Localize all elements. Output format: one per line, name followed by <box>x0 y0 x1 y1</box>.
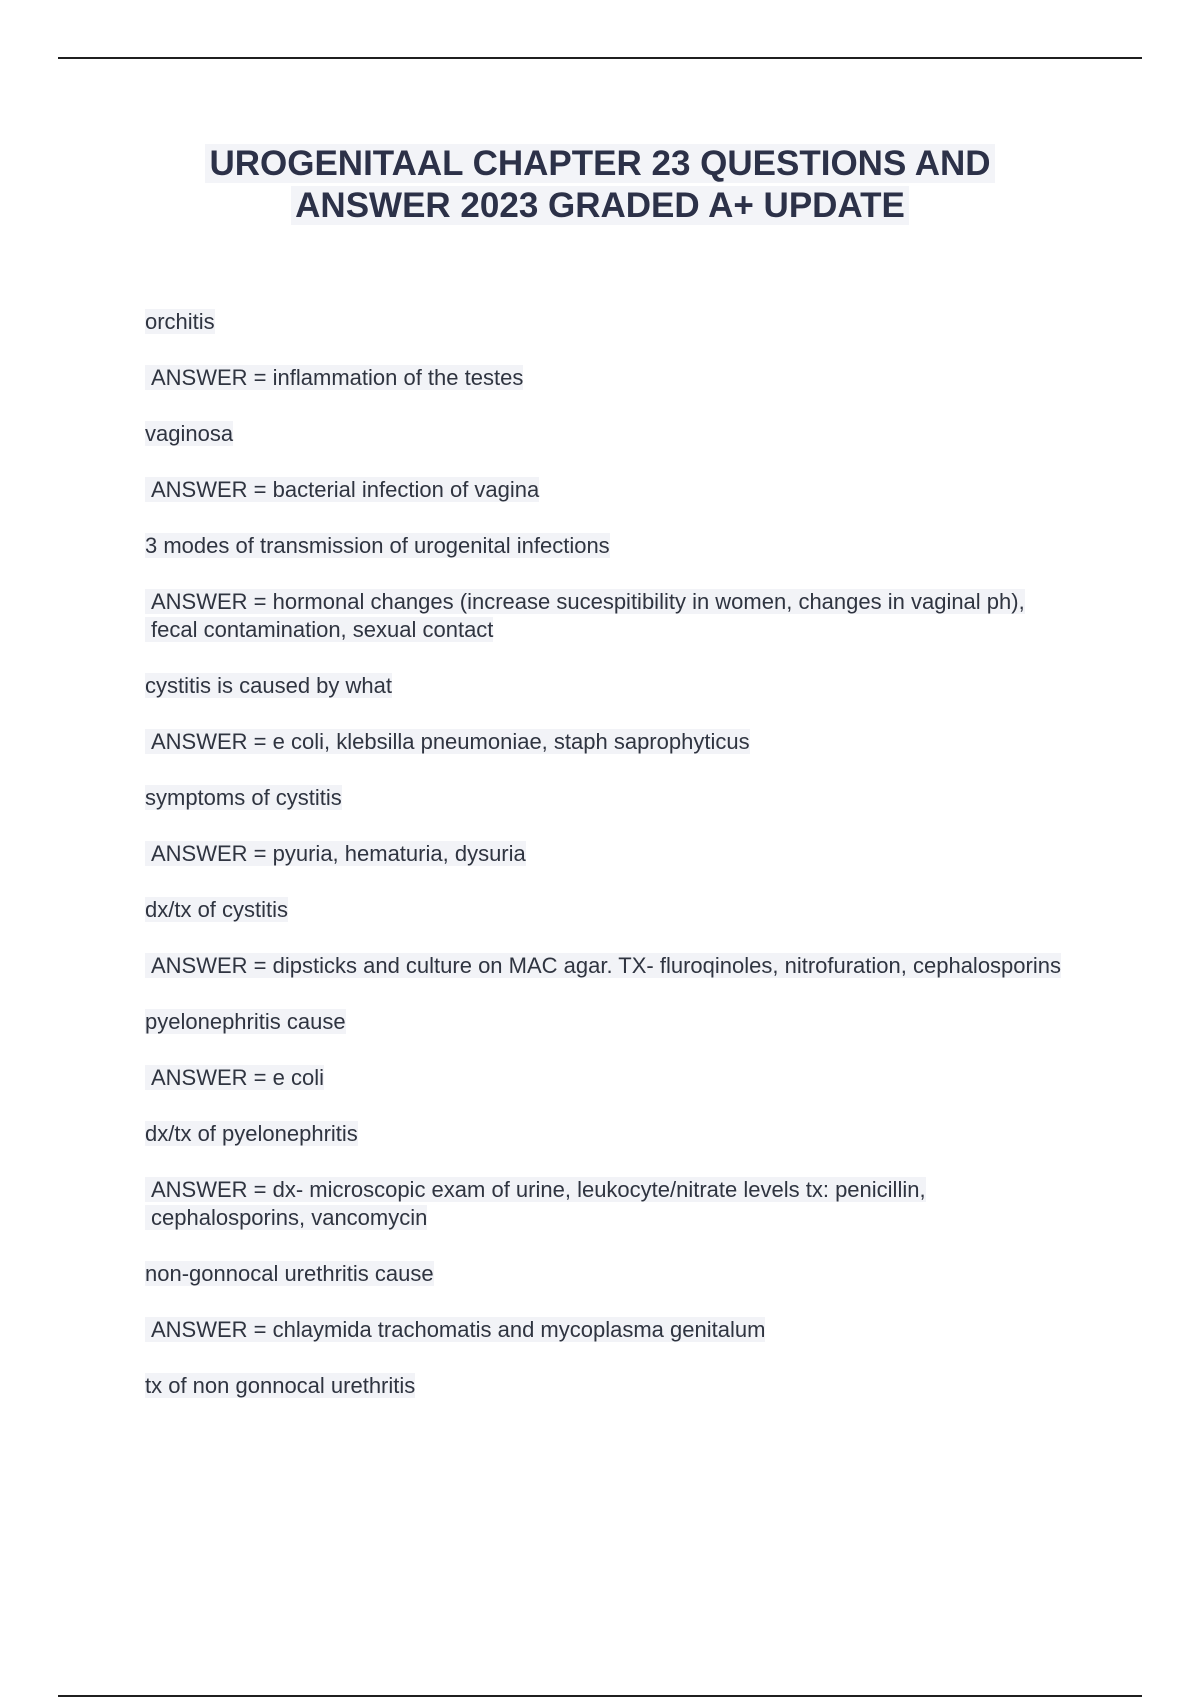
answer-text: ANSWER = bacterial infection of vagina <box>145 476 1075 504</box>
question-text: dx/tx of cystitis <box>145 897 289 922</box>
answer-text: ANSWER = pyuria, hematuria, dysuria <box>145 840 1075 868</box>
list-item <box>145 532 1075 644</box>
list-item <box>145 672 1075 756</box>
qa-list <box>145 308 1075 1428</box>
answer-text: ANSWER = e coli, klebsilla pneumoniae, staph saprophyticus <box>145 728 1075 756</box>
bottom-rule <box>58 1695 1142 1697</box>
question-text: pyelonephritis cause <box>145 1009 346 1034</box>
question-text: 3 modes of transmission of urogenital infections <box>145 533 610 558</box>
answer-text: ANSWER = dipsticks and culture on MAC agar. TX- fluroqinoles, nitrofuration, cephalosporins <box>145 952 1075 980</box>
question-text: dx/tx of pyelonephritis <box>145 1121 358 1146</box>
question-text: non-gonnocal urethritis cause <box>145 1261 434 1286</box>
question-text: vaginosa <box>145 421 234 446</box>
list-item <box>145 420 1075 504</box>
answer-text: ANSWER = hormonal changes (increase sucespitibility in women, changes in vaginal ph), fecal contamination, sexual contact <box>145 588 1075 644</box>
list-item <box>145 308 1075 392</box>
question-text: cystitis is caused by what <box>145 673 392 698</box>
list-item <box>145 784 1075 868</box>
title-line-1: UROGENITAAL CHAPTER 23 QUESTIONS AND <box>100 143 1100 185</box>
top-rule <box>58 57 1142 59</box>
list-item <box>145 896 1075 980</box>
list-item <box>145 1260 1075 1344</box>
answer-text: ANSWER = e coli <box>145 1064 1075 1092</box>
answer-text: ANSWER = dx- microscopic exam of urine, leukocyte/nitrate levels tx: penicillin, cephalosporins, vancomycin <box>145 1176 1075 1232</box>
title-line-2: ANSWER 2023 GRADED A+ UPDATE <box>100 185 1100 227</box>
list-item <box>145 1008 1075 1092</box>
answer-text: ANSWER = inflammation of the testes <box>145 364 1075 392</box>
document-title <box>100 143 1100 227</box>
list-item <box>145 1120 1075 1232</box>
question-text: symptoms of cystitis <box>145 785 342 810</box>
list-item <box>145 1372 1075 1400</box>
question-text: tx of non gonnocal urethritis <box>145 1373 416 1398</box>
question-text: orchitis <box>145 309 215 334</box>
answer-text: ANSWER = chlaymida trachomatis and mycoplasma genitalum <box>145 1316 1075 1344</box>
